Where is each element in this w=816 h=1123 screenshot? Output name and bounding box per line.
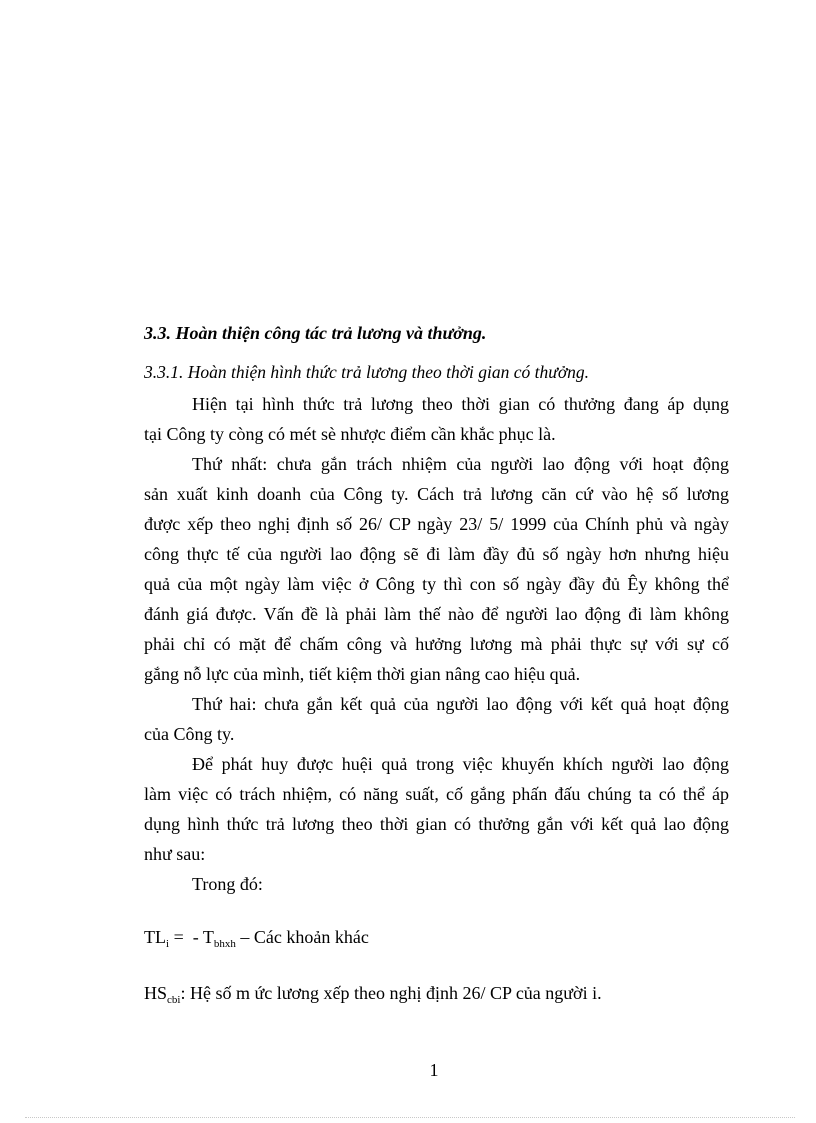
salary-formula — [144, 926, 369, 948]
formula-rest: – Các khoản khác — [235, 927, 369, 947]
paragraph-2-line-3: được xếp theo nghị định số 26/ CP ngày 23/ 5/ 1999 của Chính phủ và ngày — [144, 514, 729, 534]
paragraph-5-line-1: Trong đó: — [192, 874, 263, 894]
subsection-heading: 3.3.1. Hoàn thiện hình thức trả lương theo thời gian có thưởng. — [144, 362, 590, 382]
paragraph-2-line-7: phải chỉ có mặt để chấm công và hưởng lương mà phải thực sự với sự cố — [144, 634, 729, 654]
formula-equals: = - T — [169, 927, 214, 947]
paragraph-1-line-2: tại Công ty còng có mét sè nhược điểm cần khắc phục là. — [144, 424, 556, 444]
page-number: 1 — [429, 1060, 439, 1080]
paragraph-2-line-6: đánh giá được. Vấn đề là phải làm thế nào để người lao động đi làm không — [144, 604, 729, 624]
paragraph-4-line-2: làm việc có trách nhiệm, có năng suất, cố gắng phấn đấu chúng ta có thể áp — [144, 784, 729, 804]
paragraph-2-line-8: gắng nỗ lực của mình, tiết kiệm thời gian nâng cao hiệu quả. — [144, 664, 581, 684]
paragraph-3-line-2: của Công ty. — [144, 724, 235, 744]
definition-symbol: HS — [144, 983, 168, 1003]
paragraph-4-line-3: dụng hình thức trả lương theo thời gian có thưởng gắn với kết quả lao động — [144, 814, 729, 834]
formula-lhs: TL — [144, 927, 166, 947]
paragraph-4-line-1: Để phát huy được huệi quả trong việc khuyến khích người lao động — [192, 754, 729, 774]
paragraph-1-line-1: Hiện tại hình thức trả lương theo thời gian có thưởng đang áp dụng — [192, 394, 729, 414]
paragraph-4-line-4: như sau: — [144, 844, 206, 864]
section-heading: 3.3. Hoàn thiện công tác trả lương và thưởng. — [144, 323, 487, 343]
definition-text: : Hệ số m ức lương xếp theo nghị định 26/ CP của người i. — [180, 983, 602, 1003]
paragraph-2-line-1: Thứ nhất: chưa gắn trách nhiệm của người lao động với hoạt động — [192, 454, 729, 474]
formula-t-subscript: bhxh — [213, 938, 236, 950]
paragraph-2-line-4: công thực tế của người lao động sẽ đi làm đầy đủ số ngày hơn nhưng hiệu — [144, 544, 729, 564]
paragraph-2-line-2: sản xuất kinh doanh của Công ty. Cách trả lương căn cứ vào hệ số lương — [144, 484, 729, 504]
formula-lhs-subscript: i — [166, 938, 170, 950]
footer-divider — [25, 1117, 795, 1118]
coefficient-definition — [144, 982, 602, 1004]
paragraph-3-line-1: Thứ hai: chưa gắn kết quả của người lao động với kết quả hoạt động — [192, 694, 729, 714]
paragraph-2-line-5: quả của một ngày làm việc ở Công ty thì con số ngày đầy đủ Êy không thể — [144, 574, 729, 594]
definition-symbol-subscript: cbi — [167, 994, 181, 1006]
